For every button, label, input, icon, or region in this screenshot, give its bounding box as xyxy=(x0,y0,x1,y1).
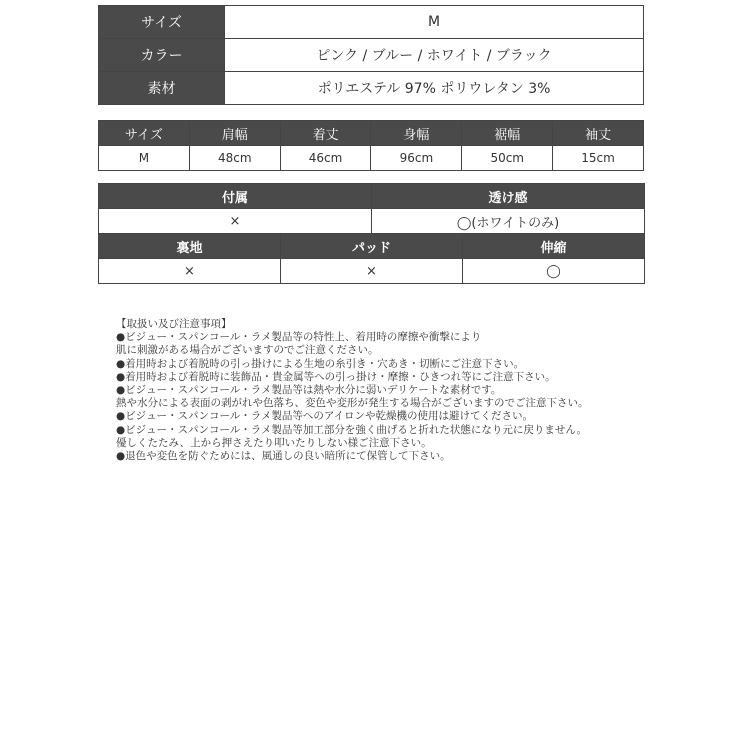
feature-header-stretch: 伸縮 xyxy=(463,234,645,259)
feature-header-pad: パッド xyxy=(281,234,463,259)
feature-value-accessory: × xyxy=(99,209,372,234)
feature-header-accessory: 付属 xyxy=(99,184,372,209)
care-notes-title: 【取扱い及び注意事項】 xyxy=(116,318,232,330)
size-header-chest: 身幅 xyxy=(371,121,462,146)
feature-value-row-1 xyxy=(99,209,645,234)
size-cell-length: 46cm xyxy=(280,146,371,171)
feature-header-lining: 裏地 xyxy=(99,234,281,259)
size-cell-shoulder: 48cm xyxy=(189,146,280,171)
spec-value-size: M xyxy=(225,6,644,39)
care-note-line: 熱や水分による表面の剥がれや色落ち、変色や変形が発生する場合がございますのでご注意下さい。 xyxy=(116,397,589,410)
size-header-length: 着丈 xyxy=(280,121,371,146)
size-table xyxy=(98,120,644,171)
size-table-header-row xyxy=(99,121,644,146)
feature-header-sheer: 透け感 xyxy=(372,184,645,209)
size-header-shoulder: 肩幅 xyxy=(189,121,280,146)
care-note-line: ●着用時および着脱時の引っ掛けによる生地の糸引き・穴あき・切断にご注意下さい。 xyxy=(116,357,525,370)
spec-row-color xyxy=(99,39,644,72)
care-note-line: ●退色や変色を防ぐためには、風通しの良い暗所にて保管して下さい。 xyxy=(116,450,451,463)
care-note-line: ●ビジュー・スパンコール・ラメ製品等は熱や水分に弱いデリケートな素材です。 xyxy=(116,384,502,397)
size-header-sleeve: 袖丈 xyxy=(553,121,644,146)
feature-value-row-2 xyxy=(99,259,645,284)
care-note-line: ●ビジュー・スパンコール・ラメ製品等加工部分を強く曲げると折れた状態になり元に戻りません。 xyxy=(116,423,588,436)
spec-value-color: ピンク / ブルー / ホワイト / ブラック xyxy=(225,39,644,72)
size-cell-chest: 96cm xyxy=(371,146,462,171)
care-note-line: ●ビジュー・スパンコール・ラメ製品等へのアイロンや乾燥機の使用は避けてください。 xyxy=(116,410,533,423)
care-notes xyxy=(116,318,676,463)
care-note-line: ●着用時および着脱時に装飾品・貴金属等への引っ掛け・摩擦・ひきつれ等にご注意下さい。 xyxy=(116,370,556,383)
feature-value-stretch: ◯ xyxy=(463,259,645,284)
spec-row-material xyxy=(99,72,644,105)
size-cell-size: M xyxy=(99,146,190,171)
spec-label-size: サイズ xyxy=(99,6,225,39)
feature-header-row-1 xyxy=(99,184,645,209)
spec-label-material: 素材 xyxy=(99,72,225,105)
size-header-size: サイズ xyxy=(99,121,190,146)
size-header-hem: 裾幅 xyxy=(462,121,553,146)
feature-table xyxy=(98,183,645,284)
size-cell-hem: 50cm xyxy=(462,146,553,171)
feature-header-row-2 xyxy=(99,234,645,259)
spec-table xyxy=(98,5,644,105)
feature-value-pad: × xyxy=(281,259,463,284)
care-note-line: 優しくたたみ、上から押さえたり叩いたりしない様ご注意下さい。 xyxy=(116,436,432,449)
size-table-row xyxy=(99,146,644,171)
spec-row-size xyxy=(99,6,644,39)
feature-value-lining: × xyxy=(99,259,281,284)
spec-value-material: ポリエステル 97% ポリウレタン 3% xyxy=(225,72,644,105)
spec-label-color: カラー xyxy=(99,39,225,72)
care-note-line: ●ビジュー・スパンコール・ラメ製品等の特性上、着用時の摩擦や衝撃により xyxy=(116,331,482,344)
care-note-line: 肌に刺激がある場合がございますのでご注意ください。 xyxy=(116,344,379,357)
size-cell-sleeve: 15cm xyxy=(553,146,644,171)
feature-value-sheer: ◯(ホワイトのみ) xyxy=(372,209,645,234)
